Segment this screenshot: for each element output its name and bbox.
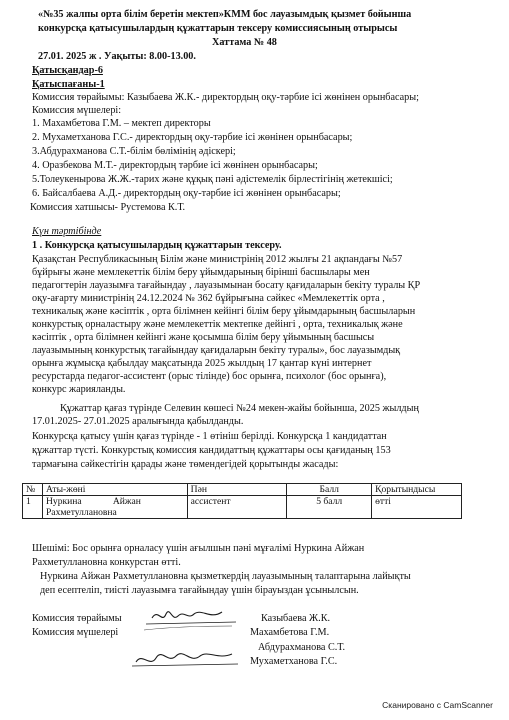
camscanner-watermark: Сканировано с CamScanner [382, 700, 493, 710]
protocol-number: Хаттама № 48 [212, 37, 277, 48]
table-header-row [23, 484, 462, 496]
para3-line: құжаттар түсті. Конкурстық комиссия кандидаттың құжаттары осы қағиданың 153 [32, 445, 391, 456]
commission-member-6: 6. Байсалбаева А.Д.- директордың оқу-тәрбие ісі жөнінен орынбасары; [32, 188, 341, 199]
para2-line: Құжаттар қағаз түрінде Селевин көшесі №24 мекен-жайы бойынша, 2025 жылдың [60, 403, 419, 414]
commission-member-5: 5.Толеукенырова Ж.Ж.-тарих және құқық пәні әдістемелік бірлестігінің жетекшісі; [32, 174, 393, 185]
signature-name-2: Махамбетова Г.М. [250, 627, 330, 638]
commission-secretary: Комиссия хатшысы- Рустемова К.Т. [30, 202, 186, 213]
attendance-present: Қатысқандар-6 [32, 65, 103, 76]
commission-member-3: 3.Абдурахманова С.Т.-білім бөлімінің әдіскері; [32, 146, 236, 157]
agenda-item-1: 1 . Конкурсқа қатысушылардың құжаттарын тексеру. [32, 240, 282, 251]
attendance-absent: Қатыспағаны-1 [32, 79, 105, 90]
para1-line: ресурстарда педагог-ассистент (орыс тілінде) бос орынға, психолог (бос орынға), [32, 371, 387, 382]
header-subject: Пән [187, 484, 287, 496]
grading-table [22, 483, 462, 519]
para1-line: педагогтерін лауазымға тағайындау , лауазымынан босату қағидаларын бекіту туралы ҚР [32, 280, 421, 291]
signature-name-4: Мухаметханова Г.С. [250, 656, 338, 667]
decision-line-2: Рахметуллановна конкурстан өтті. [32, 557, 181, 568]
cell-number: 1 [23, 496, 43, 519]
para1-line: лауазымының конкурстық тағайындау қағидаларын бекіту туралы», бос лауазымдық [32, 345, 401, 356]
commission-members-label: Комиссия мүшелері: [32, 105, 122, 116]
decision-line-3: Нуркина Айжан Рахметуллановна қызметкердің лауазымының талаптарына лайықты [40, 571, 411, 582]
para3-line: Конкурсқа қатысу үшін қағаз түрінде - 1 өтініш берілді. Конкурсқа 1 кандидаттан [32, 431, 387, 442]
header-name: Аты-жөні [42, 484, 187, 496]
agenda-label: Күн тәртібінде [32, 226, 102, 237]
para1-line: кәсіптік , орта білімнен кейінгі және қосымша білім беру ұйымының басшысы [32, 332, 375, 343]
signature-name-3: Абдурахманова С.Т. [258, 642, 346, 653]
commission-member-1: 1. Махамбетова Г.М. – мектеп директоры [32, 118, 211, 129]
cell-name: Нуркина Айжан Рахметуллановна [42, 496, 187, 519]
decision-line-1: Шешімі: Бос орынға орналасу үшін ағылшын пәні мұғалімі Нуркина Айжан [32, 543, 365, 554]
cell-subject: ассистент [187, 496, 287, 519]
para1-line: конкурстық орналастыру және мемлекеттік мектепке дейінгі , орта, техникалық және [32, 319, 403, 330]
commission-member-4: 4. Оразбекова М.Т.- директордың тәрбие ісі жөнінен орынбасары; [32, 160, 318, 171]
para1-line: оқу-ағарту министрінің 24.12.2024 № 362 бұйрығына сәйкес «Мемлекеттік орта , [32, 293, 385, 304]
para3-line: тармағына сәйкестігін қарады және төмендегідей қорытынды жасады: [32, 459, 339, 470]
signature-members-label: Комиссия мүшелері [32, 627, 119, 638]
header-number: № [23, 484, 43, 496]
para1-line: Қазақстан Республикасының Білім және министрінің 2012 жылғы 21 ақпандағы №57 [32, 254, 403, 265]
para1-line: орынға жұмысқа қабылдау мақсатында 2025 жылдың 17 қантар күні интернет [32, 358, 372, 369]
date-time-line: 27.01. 2025 ж . Уақыты: 8.00-13.00. [38, 51, 196, 62]
para1-line: конкурс жарияланды. [32, 384, 126, 395]
header-title-line2: конкурсқа қатысушылардың құжаттарын тексеру комиссиясының отырысы [38, 23, 398, 34]
signature-chair-label: Комиссия төрайымы [32, 613, 122, 624]
header-result: Қорытындысы [372, 484, 462, 496]
commission-chair: Комиссия төрайымы: Казыбаева Ж.К.- директордың оқу-тәрбие ісі жөнінен орынбасары; [32, 92, 419, 103]
cell-result: өтті [372, 496, 462, 519]
header-score: Балл [287, 484, 372, 496]
para2-line: 17.01.2025- 27.01.2025 аралығында қабылданды. [32, 416, 244, 427]
cell-score: 5 балл [287, 496, 372, 519]
commission-member-2: 2. Мухаметханова Г.С.- директордың оқу-тәрбие ісі жөнінен орынбасары; [32, 132, 353, 143]
decision-line-4: деп есептеліп, тиісті лауазымға тағайындау үшін бірауыздан ұсынылсын. [40, 585, 359, 596]
header-title-line1: «№35 жалпы орта білім беретін мектеп»КММ бос лауазымдық қызмет бойынша [38, 9, 412, 20]
para1-line: техникалық және кәсіптік , орта білімнен кейінгі білім беру ұйымдарының басшыларын [32, 306, 416, 317]
table-row [23, 496, 462, 519]
signature-name-1: Казыбаева Ж.К. [261, 613, 331, 624]
para1-line: бұйрығы және мемлекеттік білім беру ұйымдарының бірінші басшылары мен [32, 267, 370, 278]
handwritten-signatures [132, 602, 242, 674]
